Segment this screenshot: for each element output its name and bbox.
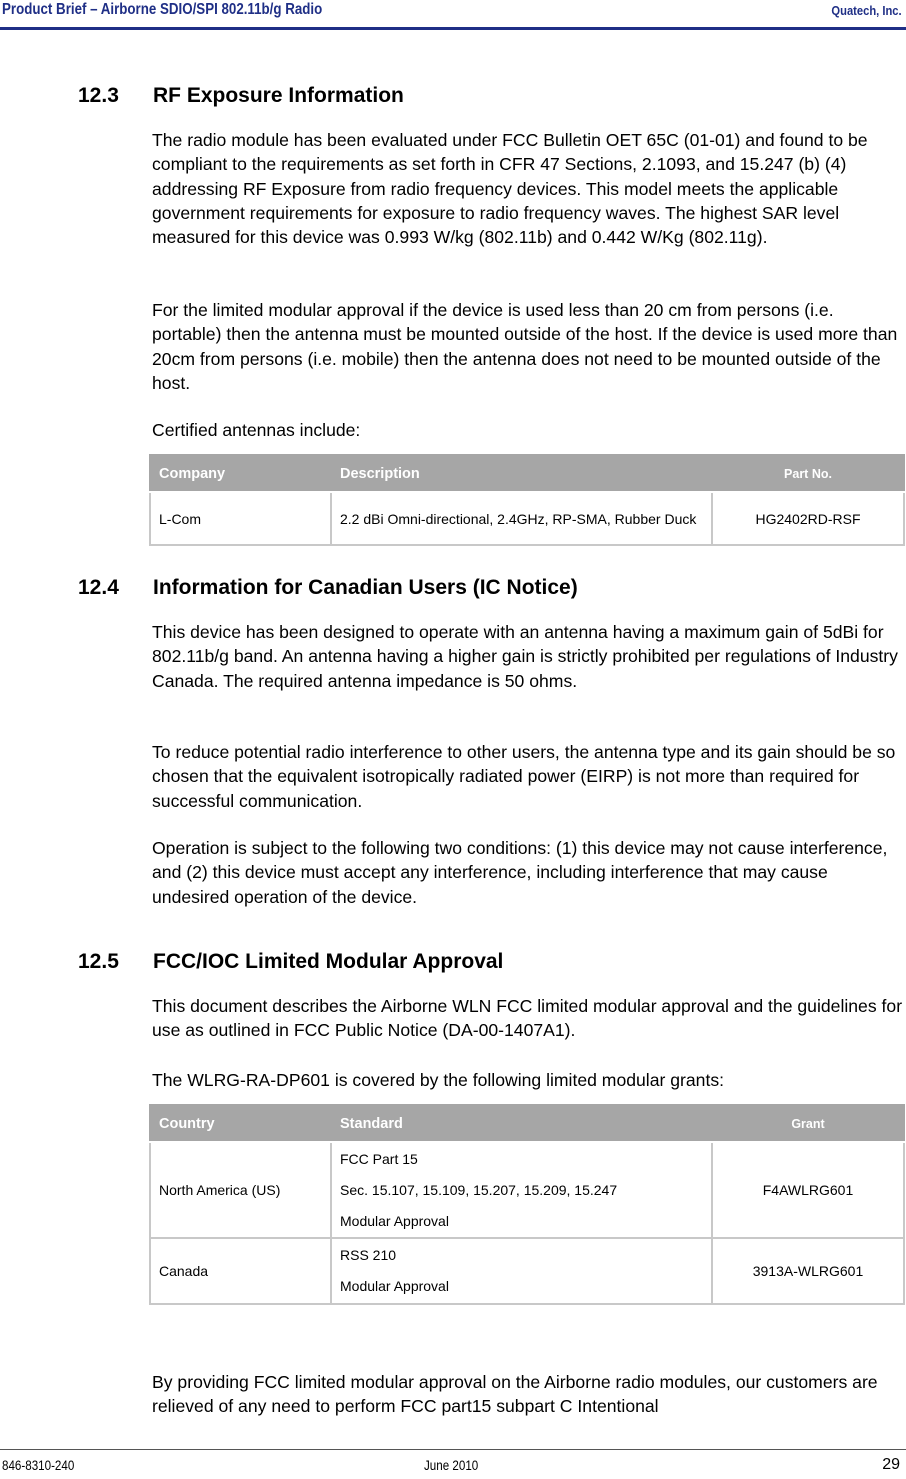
column-header-standard: Standard [331,1105,712,1142]
paragraph: Certified antennas include: [152,420,361,440]
standard-line: Modular Approval [340,1212,449,1229]
paragraph: Operation is subject to the following two conditions: (1) this device may not cause interference, and (2) this device must accept any interference, including interference that may cause undesired operation of the device. [152,838,888,907]
certified-antennas-table [149,454,905,546]
paragraph: This device has been designed to operate with an antenna having a maximum gain of 5dBi for 802.11b/g band. An antenna having a higher gain is strictly prohibited per regulations of Industry Canada. The required antenna impedance is 50 ohms. [152,622,898,691]
section-number: 12.3 [78,84,119,107]
standard-line: FCC Part 15 [340,1150,418,1167]
cell-standard [331,1142,712,1238]
paragraph: By providing FCC limited modular approval on the Airborne radio modules, our customers are relieved of any need to perform FCC part15 subpart C Intentional [152,1372,878,1417]
standard-line: RSS 210 [340,1247,397,1263]
table-header-row [150,455,904,492]
cell-company: L-Com [150,492,331,545]
section-title: Information for Canadian Users (IC Notice) [153,576,578,599]
section-number: 12.4 [78,576,119,599]
table-row [150,1142,904,1238]
paragraph: This document describes the Airborne WLN FCC limited modular approval and the guidelines for use as outlined in FCC Public Notice (DA-00-1407A1). [152,996,903,1041]
standard-line: Modular Approval [340,1278,449,1294]
document-header-company: Quatech, Inc. [831,3,902,18]
footer-page-number: 29 [882,1456,900,1473]
column-header-description: Description [331,455,712,492]
cell-grant: F4AWLRG601 [712,1142,904,1238]
paragraph: To reduce potential radio interference to other users, the antenna type and its gain should be so chosen that the equivalent isotropically radiated power (EIRP) is not more than required for successful communication. [152,742,896,811]
header-divider [0,27,906,30]
cell-part-no: HG2402RD-RSF [712,492,904,545]
cell-description: 2.2 dBi Omni-directional, 2.4GHz, RP-SMA, Rubber Duck [331,492,712,545]
cell-country: Canada [150,1238,331,1304]
section-heading-modular-approval [78,950,503,974]
paragraph: For the limited modular approval if the device is used less than 20 cm from persons (i.e. portable) then the antenna must be mounted outside of the host. If the device is used more than 20cm from persons (i.e. mobile) then the antenna does not need to be mounted outside of the host. [152,300,898,393]
modular-grants-table [149,1104,905,1305]
section-number: 12.5 [78,950,119,973]
section-title: FCC/IOC Limited Modular Approval [153,950,504,973]
document-header-title: Product Brief – Airborne SDIO/SPI 802.11b/g Radio [2,1,323,18]
paragraph: The WLRG-RA-DP601 is covered by the following limited modular grants: [152,1070,725,1090]
standard-line: Sec. 15.107, 15.109, 15.207, 15.209, 15.247 [340,1181,618,1198]
table-row [150,1238,904,1304]
column-header-company: Company [150,455,331,492]
column-header-part-no: Part No. [712,455,904,492]
table-header-row [150,1105,904,1142]
footer-document-number: 846-8310-240 [2,1458,75,1473]
column-header-grant: Grant [712,1105,904,1142]
cell-grant: 3913A-WLRG601 [712,1238,904,1304]
cell-country: North America (US) [150,1142,331,1238]
cell-standard [331,1238,712,1304]
footer-date: June 2010 [424,1458,479,1473]
table-row [150,492,904,545]
footer-divider [0,1449,906,1450]
section-heading-rf-exposure [78,84,404,108]
section-title: RF Exposure Information [153,84,404,107]
column-header-country: Country [150,1105,331,1142]
paragraph: The radio module has been evaluated under FCC Bulletin OET 65C (01-01) and found to be compliant to the requirements as set forth in CFR 47 Sections, 2.1093, and 15.247 (b) (4) addressing RF Exposure from radio frequency devices. This model meets the applicable government requirements for exposure to radio frequency waves. The highest SAR level measured for this device was 0.993 W/kg (802.11b) and 0.442 W/Kg (802.11g). [152,130,868,248]
section-heading-canadian-users [78,576,578,600]
